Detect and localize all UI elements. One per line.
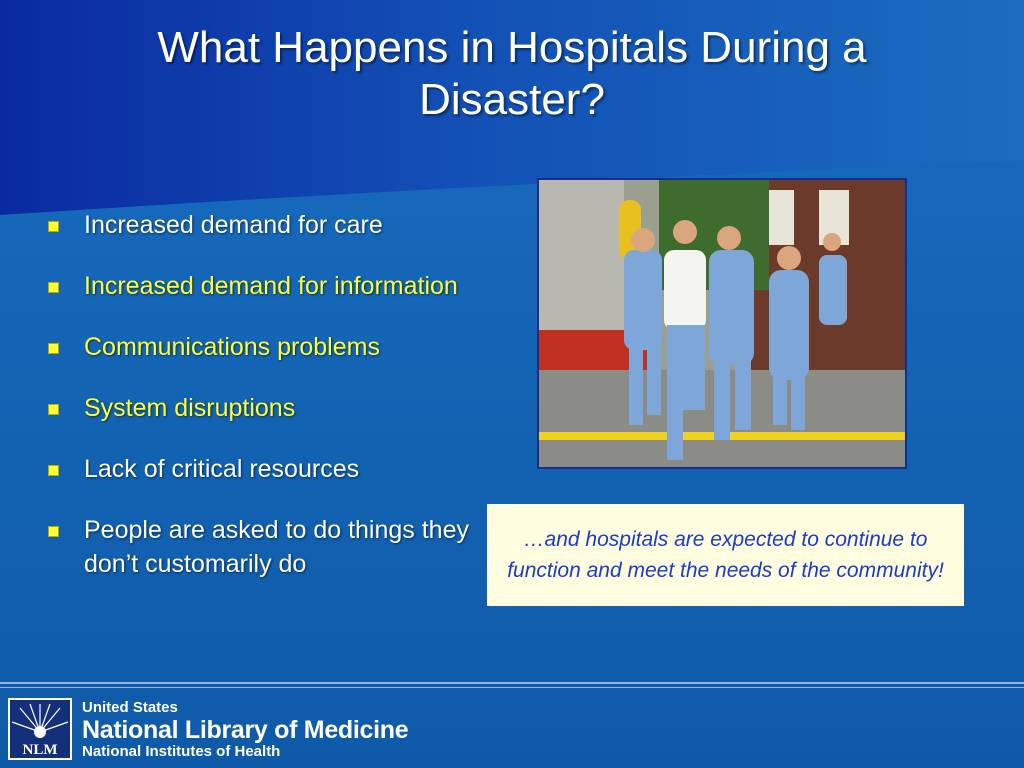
- bullet-text: Increased demand for information: [84, 272, 458, 300]
- bullet-item: [44, 391, 524, 425]
- footer-institute: National Institutes of Health: [82, 743, 281, 760]
- square-bullet-icon: [48, 526, 59, 537]
- bullet-text: People are asked to do things they don’t customarily do: [84, 516, 469, 578]
- nurses-running-photo: [537, 178, 907, 469]
- nlm-logo-text: NLM: [22, 742, 58, 758]
- square-bullet-icon: [48, 465, 59, 476]
- square-bullet-icon: [48, 404, 59, 415]
- bullet-text: System disruptions: [84, 394, 296, 422]
- bullet-list: [44, 208, 524, 608]
- footer-divider: [0, 682, 1024, 684]
- bullet-item: [44, 208, 524, 242]
- footer-library-name: National Library of Medicine: [82, 716, 409, 744]
- footer-divider: [0, 687, 1024, 688]
- photo-illustration: [539, 180, 905, 467]
- square-bullet-icon: [48, 221, 59, 232]
- bullet-item: [44, 269, 524, 303]
- footer-organization: [82, 700, 408, 760]
- square-bullet-icon: [48, 282, 59, 293]
- bullet-text: Lack of critical resources: [84, 455, 360, 483]
- nlm-starburst-icon: [10, 700, 70, 758]
- bullet-item: [44, 330, 524, 364]
- callout-text: …and hospitals are expected to continue to function and meet the needs of the community!: [507, 528, 944, 582]
- slide-title: What Happens in Hospitals During a Disaster?: [157, 23, 867, 124]
- bullet-text: Communications problems: [84, 333, 380, 361]
- nlm-logo: [8, 698, 72, 760]
- square-bullet-icon: [48, 343, 59, 354]
- bullet-item: [44, 452, 524, 486]
- footer-country: United States: [82, 699, 178, 716]
- callout-box: [487, 504, 964, 606]
- bullet-text: Increased demand for care: [84, 211, 383, 239]
- bullet-item: [44, 513, 524, 581]
